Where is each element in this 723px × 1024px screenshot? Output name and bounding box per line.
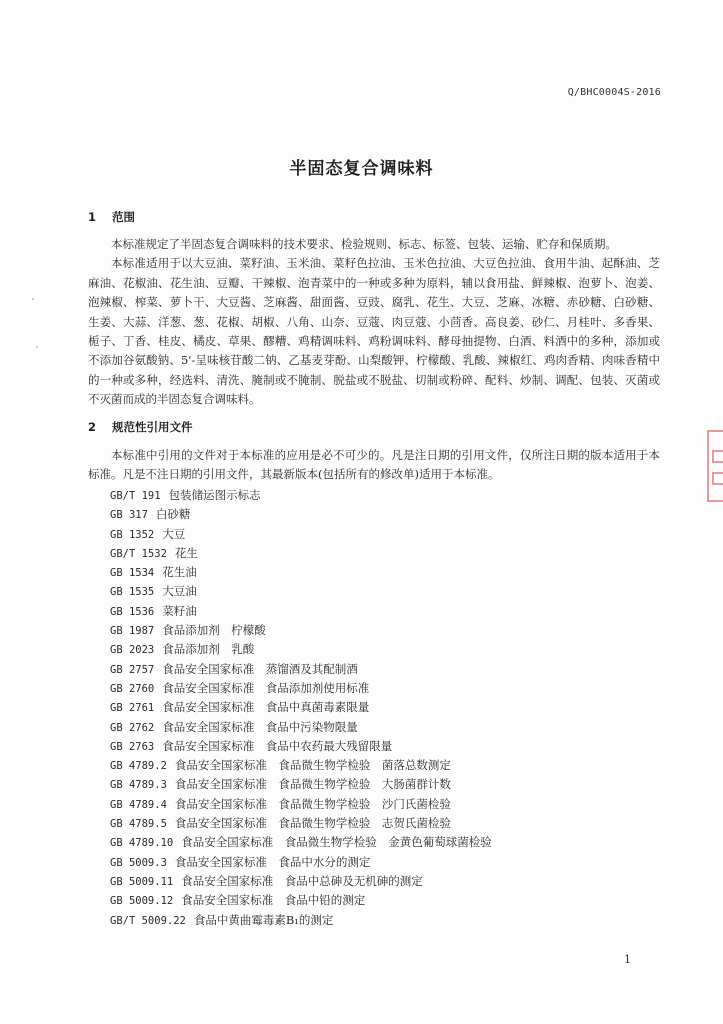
reference-title: 食品添加剂 柠檬酸 — [162, 623, 266, 638]
reference-code: GB 2763 — [110, 740, 155, 753]
reference-item — [110, 544, 492, 563]
reference-title: 包装储运图示标志 — [168, 488, 261, 502]
reference-title: 食品安全国家标准 食品中污染物限量 — [162, 719, 358, 734]
section-2-heading — [88, 419, 193, 435]
reference-code: GB 2023 — [110, 644, 155, 657]
reference-item — [110, 660, 492, 679]
reference-title: 食品安全国家标准 食品微生物学检验 沙门氏菌检验 — [174, 796, 451, 811]
scan-speck — [36, 346, 38, 348]
reference-code: GB 4789.3 — [110, 779, 167, 792]
reference-code: GB 4789.4 — [110, 798, 167, 811]
reference-title: 白砂糖 — [155, 507, 191, 522]
reference-code: GB 4789.5 — [110, 818, 167, 831]
reference-item — [110, 833, 492, 852]
reference-title: 食品安全国家标准 食品微生物学检验 金黄色葡萄球菌检验 — [181, 835, 492, 850]
reference-item — [110, 525, 492, 544]
reference-code: GB/T 191 — [110, 490, 161, 502]
reference-item — [110, 872, 492, 891]
reference-title: 食品安全国家标准 食品中总砷及无机砷的测定 — [181, 873, 423, 888]
reference-title: 大豆油 — [162, 584, 197, 599]
reference-item — [110, 621, 492, 640]
reference-code: GB 1535 — [110, 586, 155, 599]
reference-code: GB 1987 — [110, 625, 155, 638]
reference-item — [110, 853, 492, 872]
reference-title: 食品安全国家标准 食品微生物学检验 志贺氏菌检验 — [174, 816, 451, 831]
reference-code: GB 2760 — [110, 682, 155, 695]
reference-item — [110, 698, 492, 717]
reference-item — [110, 640, 492, 659]
reference-code: GB 1534 — [110, 567, 155, 580]
reference-code: GB 317 — [110, 509, 148, 522]
reference-item — [110, 795, 492, 814]
reference-code: GB 1352 — [110, 528, 155, 541]
reference-code: GB 5009.3 — [110, 856, 167, 869]
reference-title: 花生 — [174, 545, 198, 560]
section-number: 2 — [88, 420, 97, 434]
paragraph: 本标准适用于以大豆油、菜籽油、玉米油、菜籽色拉油、玉米色拉油、大豆色拉油、食用牛油、起酥油、芝麻油、花椒油、花生油、豆瓣、干辣椒、泡青菜中的一种或多种为原料，辅以食用盐、鲜辣椒、泡萝卜、泡姜、泡辣椒、榨菜、萝卜干、大豆酱、芝麻酱、甜面酱、豆豉、腐乳、花生、大豆、芝麻、冰糖、赤砂糖、白砂糖、生姜、大蒜、洋葱、葱、花椒、胡椒、八角、山奈、豆蔻、肉豆蔻、小茴香、高良姜、砂仁、月桂叶、多香果、栀子、丁香、桂皮、橘皮、草果、醪糟、鸡精调味料、鸡粉调味料、酵母抽提物、白酒、料酒中的多种，添加或不添加谷氨酸钠、5'-呈味核苷酸二钠、乙基麦芽酚、山梨酸钾、柠檬酸、乳酸、辣椒红、鸡肉香精、肉味香精中的一种或多种，经选料、清洗、腌制或不腌制、脱盐或不脱盐、切制或粉碎、配料、炒制、调配、包装、灭菌或不灭菌而成的半固态复合调味料。 — [88, 256, 660, 407]
reference-item — [110, 718, 492, 737]
reference-item — [110, 891, 492, 910]
page-number: 1 — [624, 953, 631, 966]
reference-title: 食品安全国家标准 食品中水分的测定 — [174, 854, 371, 869]
reference-item — [110, 679, 492, 698]
reference-item — [110, 814, 492, 833]
reference-item — [110, 737, 492, 756]
reference-item — [110, 911, 492, 930]
section-title: 范围 — [112, 210, 136, 224]
reference-item — [110, 505, 492, 524]
reference-item — [110, 756, 492, 775]
reference-title: 食品安全国家标准 食品添加剂使用标准 — [162, 680, 370, 695]
reference-title: 菜籽油 — [162, 603, 197, 618]
reference-title: 食品中黄曲霉毒素B₁的测定 — [193, 912, 334, 927]
reference-title: 食品安全国家标准 食品中农药最大残留限量 — [162, 738, 393, 753]
reference-title: 花生油 — [162, 565, 197, 580]
reference-title: 食品安全国家标准 食品中真菌毒素限量 — [162, 700, 370, 715]
reference-item — [110, 602, 492, 621]
section-1-body — [88, 235, 660, 410]
standard-code: Q/BHC0004S-2016 — [567, 87, 661, 98]
reference-code: GB/T 1532 — [110, 547, 167, 560]
reference-title: 食品安全国家标准 蒸馏酒及其配制酒 — [162, 661, 358, 676]
reference-item — [110, 582, 492, 601]
reference-list — [110, 486, 492, 930]
reference-code: GB/T 5009.22 — [110, 914, 186, 927]
reference-code: GB 5009.12 — [110, 895, 174, 908]
reference-title: 食品安全国家标准 食品微生物学检验 菌落总数测定 — [174, 758, 451, 773]
red-stamp-mark — [707, 430, 723, 502]
reference-item — [110, 563, 492, 582]
reference-code: GB 2757 — [110, 663, 155, 676]
reference-code: GB 5009.11 — [110, 875, 174, 888]
section-title: 规范性引用文件 — [112, 420, 193, 434]
reference-title: 食品安全国家标准 食品微生物学检验 大肠菌群计数 — [174, 777, 451, 792]
section-number: 1 — [88, 210, 97, 224]
reference-code: GB 2761 — [110, 702, 155, 715]
section-1-heading — [88, 209, 135, 225]
reference-code: GB 4789.2 — [110, 760, 167, 773]
reference-code: GB 1536 — [110, 605, 155, 618]
scan-speck — [32, 298, 34, 300]
reference-title: 食品添加剂 乳酸 — [162, 642, 255, 657]
reference-title: 大豆 — [162, 526, 186, 541]
reference-code: GB 4789.10 — [110, 837, 174, 850]
section-2-body — [88, 446, 660, 485]
reference-code: GB 2762 — [110, 721, 155, 734]
reference-title: 食品安全国家标准 食品中铅的测定 — [181, 893, 366, 908]
reference-item — [110, 775, 492, 794]
paragraph: 本标准规定了半固态复合调味料的技术要求、检验规则、标志、标签、包装、运输、贮存和保质期。 — [111, 237, 617, 251]
paragraph: 本标准中引用的文件对于本标准的应用是必不可少的。凡是注日期的引用文件，仅所注日期的版本适用于本标准。凡是不注日期的引用文件，其最新版本(包括所有的修改单)适用于本标准。 — [88, 448, 660, 482]
reference-item — [110, 486, 492, 505]
document-title: 半固态复合调味料 — [289, 159, 434, 179]
